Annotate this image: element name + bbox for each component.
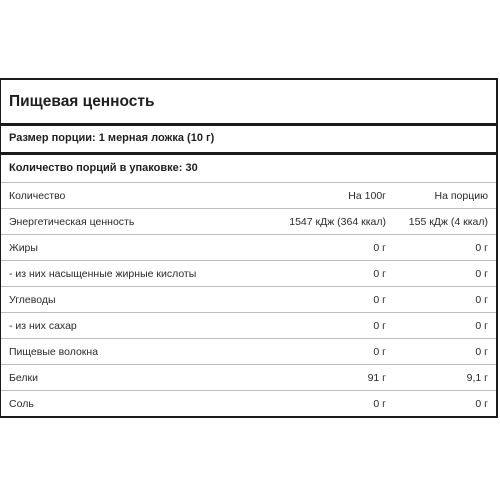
- row-per-100g: 0 г: [373, 319, 386, 332]
- row-per-portion: 0 г: [475, 293, 488, 306]
- row-per-portion: 155 кДж (4 ккал): [408, 215, 488, 228]
- header-name: Количество: [9, 189, 66, 202]
- nutrition-title: Пищевая ценность: [9, 93, 155, 110]
- table-row: [1, 208, 496, 234]
- table-row: [1, 390, 496, 416]
- table-row: [1, 286, 496, 312]
- row-name: Энергетическая ценность: [9, 215, 135, 228]
- row-per-100g: 0 г: [373, 345, 386, 358]
- header-per-100g: На 100г: [348, 189, 386, 202]
- row-per-portion: 0 г: [475, 267, 488, 280]
- row-name: Пищевые волокна: [9, 345, 99, 358]
- row-per-100g: 91 г: [367, 371, 386, 384]
- row-per-portion: 9,1 г: [466, 371, 488, 384]
- row-per-100g: 0 г: [373, 293, 386, 306]
- row-name: Соль: [9, 397, 34, 410]
- table-row: [1, 234, 496, 260]
- table-row: [1, 364, 496, 390]
- row-per-100g: 1547 кДж (364 ккал): [289, 215, 386, 228]
- row-per-portion: 0 г: [475, 397, 488, 410]
- table-row: [1, 338, 496, 364]
- row-per-portion: 0 г: [475, 319, 488, 332]
- row-name: - из них сахар: [9, 319, 77, 332]
- row-per-portion: 0 г: [475, 241, 488, 254]
- row-name: Белки: [9, 371, 38, 384]
- nutrition-facts-panel: [0, 78, 498, 418]
- row-name: Жиры: [9, 241, 38, 254]
- row-name: - из них насыщенные жирные кислоты: [9, 267, 197, 280]
- row-per-100g: 0 г: [373, 267, 386, 280]
- table-row: [1, 260, 496, 286]
- serving-size: Размер порции: 1 мерная ложка (10 г): [9, 132, 215, 144]
- row-per-100g: 0 г: [373, 241, 386, 254]
- table-row: [1, 312, 496, 338]
- table-header-row: [1, 182, 496, 208]
- servings-per-pack: Количество порций в упаковке: 30: [9, 162, 198, 174]
- row-name: Углеводы: [9, 293, 56, 306]
- row-per-100g: 0 г: [373, 397, 386, 410]
- nutrition-table: [1, 182, 496, 416]
- header-per-portion: На порцию: [434, 189, 488, 202]
- row-per-portion: 0 г: [475, 345, 488, 358]
